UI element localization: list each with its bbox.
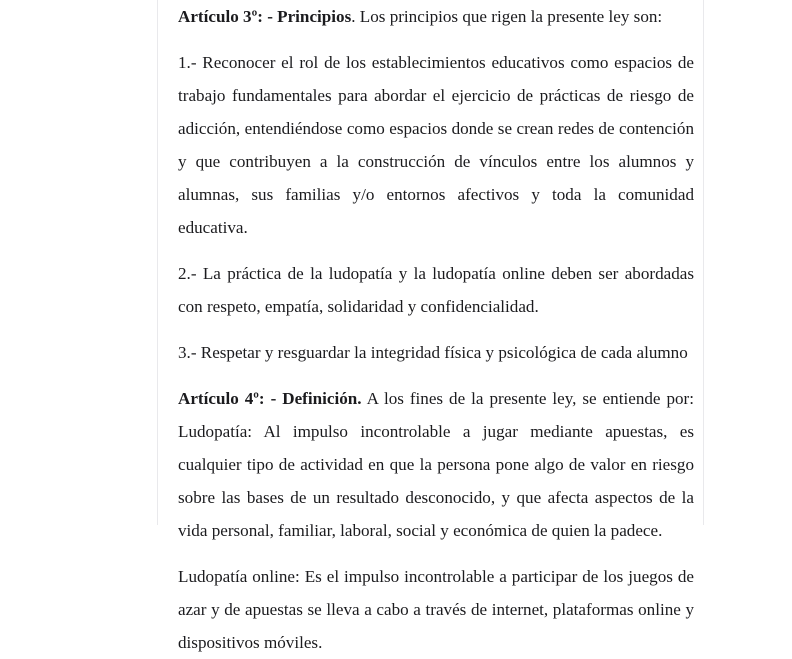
paragraph-ludopatia-online: Ludopatía online: Es el impulso incontrolable a participar de los juegos de azar y de apuestas se lleva a cabo a través de internet, plataformas online y dispositivos móviles. xyxy=(178,567,694,652)
paragraph-principio-3: 3.- Respetar y resguardar la integridad física y psicológica de cada alumno xyxy=(178,343,688,362)
paragraph-articulo-3-body: . Los principios que rigen la presente ley son: xyxy=(351,7,663,26)
paragraph-articulo-4 xyxy=(178,382,694,547)
heading-articulo-3: Artículo 3º: - Principios xyxy=(178,7,352,26)
page-edge-left-line xyxy=(157,0,158,525)
page-edge-right-line xyxy=(703,0,704,525)
document-text-column xyxy=(178,0,694,659)
paragraph-principio-1: 1.- Reconocer el rol de los establecimientos educativos como espacios de trabajo fundamentales para abordar el ejercicio de prácticas de riesgo de adicción, entendiéndose como espacios donde se crean redes de contención y que contribuyen a la construcción de vínculos entre los alumnos y alumnas, sus familias y/o entornos afectivos y toda la comunidad educativa. xyxy=(178,53,694,237)
paragraph-articulo-4-body: A los fines de la presente ley, se entiende por: Ludopatía: Al impulso incontrolable a jugar mediante apuestas, es cualquier tipo de actividad en que la persona pone algo de valor en riesgo sobre las bases de un resultado desconocido, y que afecta aspectos de la vida personal, familiar, laboral, social y económica de quien la padece. xyxy=(178,389,695,540)
heading-articulo-4: Artículo 4º: - Definición. xyxy=(178,389,362,408)
paragraph-principio-2: 2.- La práctica de la ludopatía y la ludopatía online deben ser abordadas con respeto, empatía, solidaridad y confidencialidad. xyxy=(178,264,694,316)
paragraph-articulo-3 xyxy=(178,0,694,33)
